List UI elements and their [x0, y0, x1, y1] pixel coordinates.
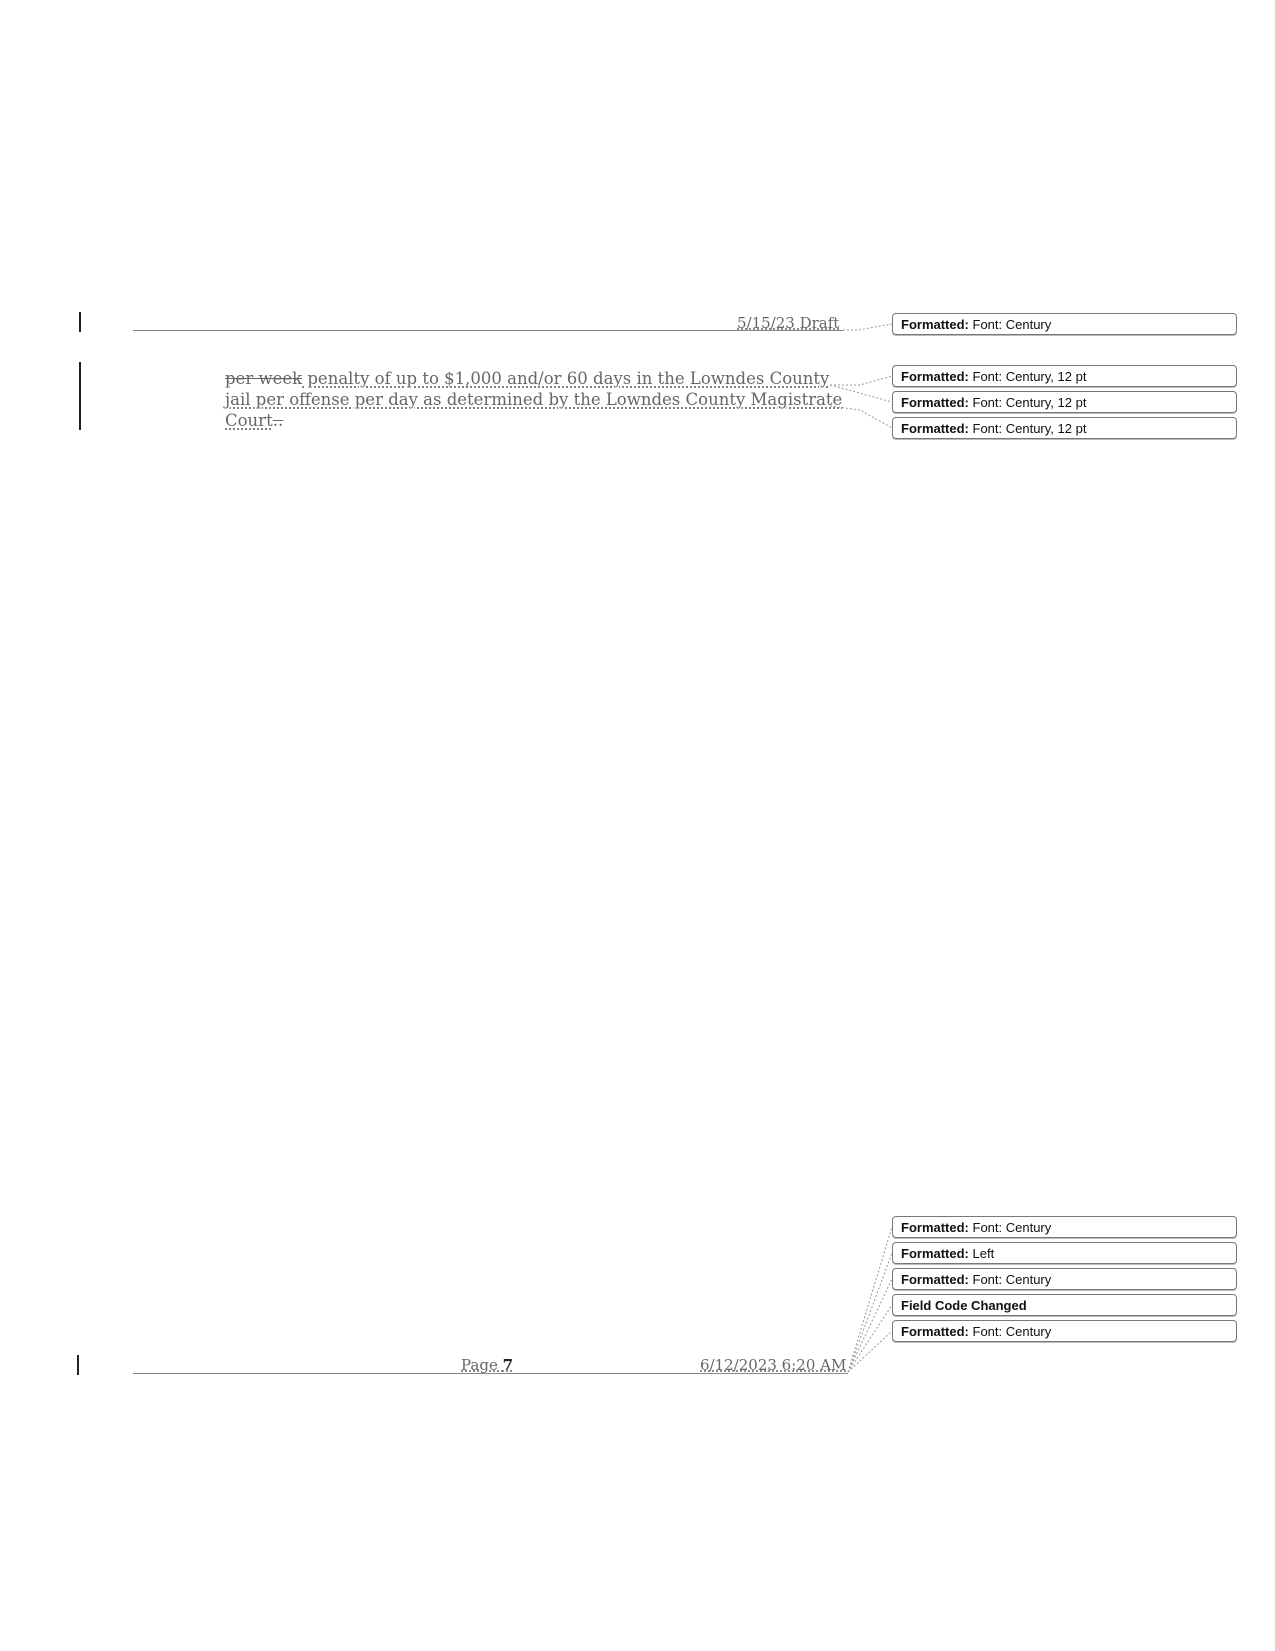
inserted-text: penalty of up to $1,000 and/or 60 days in the Lowndes County [302, 369, 830, 388]
leader-footer-4 [848, 1305, 892, 1372]
page-label: Page 7 [461, 1356, 514, 1374]
format-balloon-body-3[interactable]: Formatted: Font: Century, 12 pt [892, 417, 1237, 439]
leader-footer-3 [848, 1279, 892, 1372]
deleted-text: per week [225, 369, 303, 388]
leader-footer-1 [848, 1227, 892, 1372]
leader-body-2 [830, 385, 892, 402]
format-balloon-footer-2[interactable]: Formatted: Left [892, 1242, 1237, 1264]
format-balloon-footer-5[interactable]: Formatted: Font: Century [892, 1320, 1237, 1342]
leader-footer-2 [848, 1253, 892, 1372]
footer-timestamp: 6/12/2023 6:20 AM [700, 1356, 847, 1374]
format-balloon-body-1[interactable]: Formatted: Font: Century, 12 pt [892, 365, 1237, 387]
leader-body-3 [830, 406, 892, 428]
paragraph-line-2: jail per offense per day as determined by the Lowndes County Magistrate [225, 390, 843, 409]
leader-body-1 [830, 376, 892, 385]
leader-header [843, 324, 892, 330]
field-code-balloon[interactable]: Field Code Changed [892, 1294, 1237, 1316]
paragraph-line-3: Court.. [225, 411, 284, 430]
format-balloon-body-2[interactable]: Formatted: Font: Century, 12 pt [892, 391, 1237, 413]
draft-label: 5/15/23 Draft [737, 314, 840, 332]
format-balloon-header[interactable]: Formatted: Font: Century [892, 313, 1237, 335]
page-number: 7 [502, 1356, 514, 1374]
format-balloon-footer-3[interactable]: Formatted: Font: Century [892, 1268, 1237, 1290]
format-balloon-footer-1[interactable]: Formatted: Font: Century [892, 1216, 1237, 1238]
